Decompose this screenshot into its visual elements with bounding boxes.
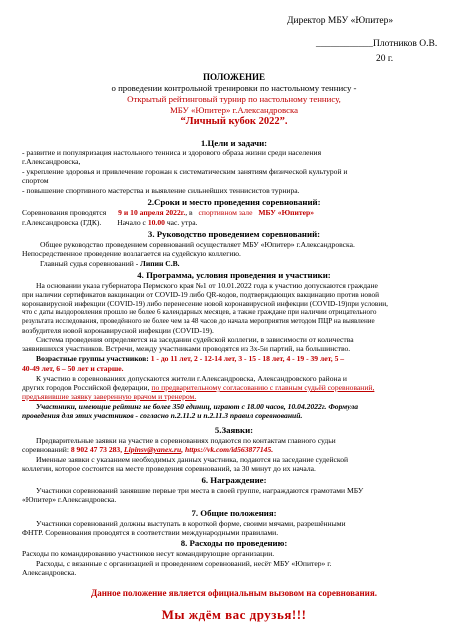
title-line-3: МБУ «Юпитер» г.Александровска bbox=[169, 105, 299, 115]
s3-line-3 bbox=[40, 259, 180, 268]
s2-line-1 bbox=[22, 208, 314, 217]
prior-agreement-note: по предварительному согласованию с главным судьёй соревнований, bbox=[151, 383, 375, 392]
document-title: ПОЛОЖЕНИЕ bbox=[203, 72, 265, 82]
s3-text: Главный судья соревнований - bbox=[40, 259, 139, 268]
s1-line-5: - повышение спортивного мастерства и выявление сильнейших теннисистов турнира. bbox=[22, 186, 300, 195]
s4-line-15: проведения для этих участников - согласно п.2.11.2 и п.2.11.3 правил соревнований. bbox=[22, 411, 303, 420]
chief-referee: Липин С.В. bbox=[140, 259, 180, 268]
s8-line-1: Расходы по командированию участников несут командирующие организации. bbox=[22, 549, 275, 558]
s1-line-4: спортом bbox=[22, 176, 49, 185]
s4-line-6: возбудителя новой коронавирусной инфекции (COVID-19). bbox=[22, 326, 214, 335]
age-groups: 1 - до 11 лет, 2 - 12-14 лет, 3 - 15 - 18 лет, 4 - 19 - 39 лет, 5 – bbox=[150, 354, 345, 363]
s4-line-4: что с даты выздоровления прошло не более 6 календарных месяцев, а также граждане при наличии отрицательного bbox=[22, 308, 377, 316]
s4-line-14: Участники, имеющие рейтинг не более 350 единиц, играют с 18.00 часов, 10.04.2022г. Формула bbox=[36, 402, 359, 411]
s2-text: г.Александровска (ГДК). bbox=[22, 218, 102, 227]
section-6-heading: 6. Награждение: bbox=[201, 475, 267, 485]
section-4-heading: 4. Программа, условия проведения и участники: bbox=[137, 270, 331, 280]
s4-line-8: заявившихся участников. Встречи, между участниками проводятся из 3х-5и партий, на большинство. bbox=[22, 344, 351, 353]
s4-line-12 bbox=[22, 383, 374, 392]
s5-line-3: Именные заявки с указанием необходимых данных участника, подаются на заседание судейской bbox=[36, 455, 349, 464]
s7-line-1: Участники соревнований должны выступать в короткой форме, своими мячами, разрешёнными bbox=[36, 519, 346, 528]
title-line-4: “Личный кубок 2022”. bbox=[180, 116, 288, 127]
section-5-heading: 5.Заявки: bbox=[214, 425, 254, 435]
s4-line-3: коронавирусной инфекции (COVID-19) либо перенесение новой коронавирусной инфекции (COVID-19)при условии, bbox=[22, 299, 388, 308]
s8-line-3: Александровска. bbox=[22, 568, 77, 577]
s4-line-9 bbox=[36, 354, 344, 363]
event-dates: 9 и 10 апреля 2022г. bbox=[118, 208, 186, 217]
s5-line-1: Предварительные заявки на участие в соревнованиях подаются по контактам главного судьи bbox=[36, 436, 336, 445]
s2-text: час. утра. bbox=[166, 218, 198, 227]
section-3-heading: 3. Руководство проведением соревнований: bbox=[147, 229, 321, 239]
s6-line-1: Участники соревнований занявшие первые три места в своей группе, награждаются грамотами МБУ bbox=[36, 486, 364, 495]
approval-year: 20 г. bbox=[376, 54, 394, 64]
s2-text: , в bbox=[185, 208, 193, 217]
s2-text: Начало с bbox=[117, 218, 146, 227]
s1-line-2: г.Александровска, bbox=[22, 157, 81, 166]
s1-line-3: - укрепление здоровья и привлечение горожан к систематическим занятиям физической культурой и bbox=[22, 167, 348, 176]
s4-line-11: К участию в соревнованиях допускаются жители г.Александровска, Александровского района и bbox=[36, 374, 347, 383]
s7-line-2: ФНТР. Соревнования проводятся в соответствии международными правилами. bbox=[22, 528, 279, 537]
referee-vk-link[interactable]: , https://vk.com/id563877145. bbox=[181, 445, 274, 454]
s5-text: соревнований: bbox=[22, 445, 69, 454]
s4-line-10: 40-49 лет, 6 – 50 лет и старше. bbox=[22, 364, 124, 373]
s6-line-2: «Юпитер» г.Александровска. bbox=[22, 495, 117, 504]
official-notice: Данное положение является официальным вызовом на соревнования. bbox=[91, 588, 377, 598]
referee-phone: 8 902 47 73 283, bbox=[70, 445, 123, 454]
start-time: 10.00 bbox=[147, 218, 165, 227]
s3-line-2: Непосредственное проведение возлагается на судейскую коллегию. bbox=[22, 249, 241, 258]
title-line-1: о проведении контрольной тренировки по настольному теннису - bbox=[111, 83, 357, 93]
section-8-heading: 8. Расходы по проведению: bbox=[180, 538, 288, 548]
s5-line-2 bbox=[22, 445, 273, 454]
s2-line-2 bbox=[22, 218, 197, 227]
s3-line-1: Общее руководство проведением соревнований осуществляет МБУ «Юпитер» г.Александровска. bbox=[40, 240, 355, 249]
referee-email-link[interactable]: Lipinsv@yanex.ru bbox=[124, 445, 182, 454]
title-line-2: Открытый рейтинговый турнир по настольному теннису, bbox=[127, 94, 341, 104]
age-groups-label: Возрастные группы участников: bbox=[36, 354, 149, 363]
s4-line-2: при наличии сертификатов вакцинации от COVID-19 либо QR-кодов, подтверждающих вакцинацию против новой bbox=[22, 290, 380, 299]
s2-text: Соревнования проводятся bbox=[22, 208, 107, 217]
section-1-heading: 1.Цели и задачи: bbox=[200, 138, 268, 148]
s4-line-1: На основании указа губернатора Пермского края №1 от 10.01.2022 года к участию допускаются граждане bbox=[36, 281, 378, 290]
s4-line-13: предъявившие заявку заверенную врачом и тренером. bbox=[22, 392, 197, 401]
venue-name: МБУ «Юпитер» bbox=[258, 208, 314, 217]
s4-line-7: Система проведения определяется на заседании судейской коллегии, в зависимости от количества bbox=[36, 335, 354, 344]
closing-slogan: Мы ждём вас друзья!!! bbox=[161, 607, 307, 622]
s5-line-4: коллегии, которое состоится на месте проведения соревнований, за 30 минут до их начала. bbox=[22, 464, 316, 473]
section-7-heading: 7. Общие положения: bbox=[191, 508, 277, 518]
venue-hall: спортивном зале bbox=[198, 208, 253, 217]
s4-line-5: результата исследования, проведённого не более чем за 48 часов до начала мероприятия методом ПЦР на выявление bbox=[22, 317, 375, 325]
director-title: Директор МБУ «Юпитер» bbox=[287, 16, 394, 26]
section-2-heading: 2.Сроки и место проведения соревнований: bbox=[147, 197, 321, 207]
s1-line-1: - развитие и популяризация настольного тенниса и здорового образа жизни среди населения bbox=[22, 148, 322, 157]
s8-line-2: Расходы, с вязанные с организацией и проведением соревнований, несёт МБУ «Юпитер» г. bbox=[36, 559, 332, 568]
s4-text: других городов Российской федерации, bbox=[22, 383, 150, 392]
signature-line: ____________Плотников О.В. bbox=[316, 39, 438, 49]
